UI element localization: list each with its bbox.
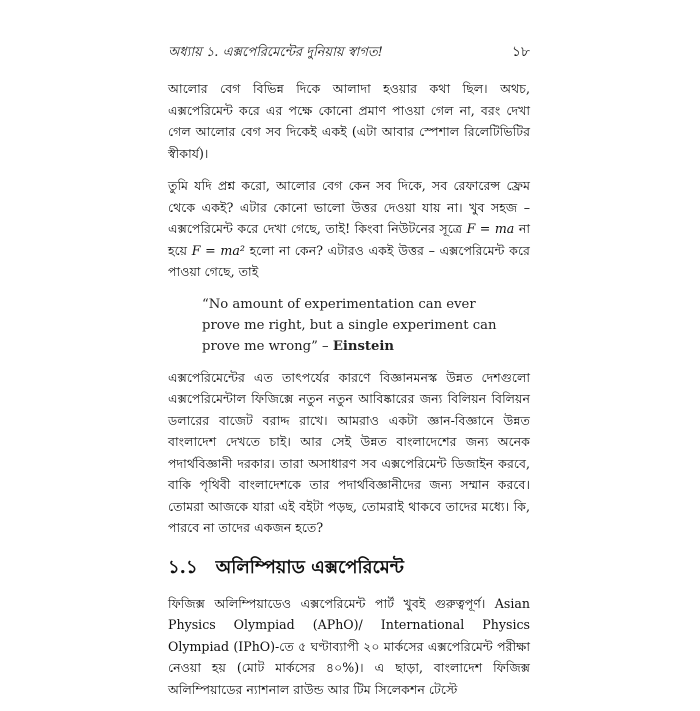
paragraph-2 [168, 175, 530, 283]
paragraph-1-text: আলোর বেগ বিভিন্ন দিকে আলাদা হওয়ার কথা ছিল। অথচ, এক্সপেরিমেন্ট করে এর পক্ষে কোনো প্রমাণ পাওয়া গেল না, বরং দেখা গেল আলোর বেগ সব দিকেই একই (এটা আবার স্পেশাল রিলেটিভিটির স্বীকার্য)। [168, 81, 530, 161]
einstein-quote [202, 294, 502, 357]
quote-text: “No amount of experimentation can ever prove me right, but a single experiment can prove me wrong” – [202, 296, 497, 354]
paragraph-2-part2: না হয়ে [168, 221, 530, 258]
paragraph-4 [168, 593, 530, 701]
paragraph-4-text: ফিজিক্স অলিম্পিয়াডেও এক্সপেরিমেন্ট পার্ট খুবই গুরুত্বপূর্ণ। Asian Physics Olympiad (APhO)/ International Physics Olympiad (IPhO)-তে ৫ ঘণ্টাব্যাপী ২০ মার্কসের এক্সপেরিমেন্ট পরীক্ষা নেওয়া হয় (মোট মার্কসের ৪০%)। এ ছাড়া, বাংলাদেশ ফিজিক্স অলিম্পিয়াডের ন্যাশনাল রাউন্ড আর টিম সিলেকশন টেস্টে [168, 595, 530, 697]
paragraph-2-text [168, 175, 530, 283]
section-number: ১.১ [168, 556, 198, 578]
page-number: ১৮ [511, 44, 530, 60]
quote-author: Einstein [332, 338, 394, 354]
paragraph-1 [168, 78, 530, 164]
page-body [168, 78, 530, 711]
chapter-title: অধ্যায় ১. এক্সপেরিমেন্টের দুনিয়ায় স্বাগত! [168, 45, 383, 60]
section-heading [168, 555, 530, 581]
paragraph-2-part3: হলো না কেন? এটারও একই উত্তর – এক্সপেরিমেন্ট করে পাওয়া গেছে, তাই [168, 242, 530, 279]
paragraph-3-text: এক্সপেরিমেন্টের এত তাৎপর্যের কারণে বিজ্ঞানমনস্ক উন্নত দেশগুলো এক্সপেরিমেন্টাল ফিজিক্সে নতুন নতুন আবিষ্কারের জন্য বিলিয়ন বিলিয়ন ডলারের বাজেট বরাদ্দ রাখে। আমরাও একটা জ্ঞান-বিজ্ঞানে উন্নত বাংলাদেশ দেখতে চাই। আর সেই উন্নত বাংলাদেশের জন্য অনেক পদার্থবিজ্ঞানী দরকার। তারা অসাধারণ সব এক্সপেরিমেন্ট ডিজাইন করবে, বাকি পৃথিবী বাংলাদেশকে তার পদার্থবিজ্ঞানীদের জন্য সম্মান করবে। তোমরা আজকে যারা এই বইটা পড়ছ, তোমরাই থাকবে তাদের মধ্যে। কি, পারবে না তাদের একজন হতে? [168, 369, 530, 535]
section-title: অলিম্পিয়াড এক্সপেরিমেন্ট [215, 556, 404, 578]
paragraph-2-part1: তুমি যদি প্রশ্ন করো, আলোর বেগ কেন সব দিকে, সব রেফারেন্স ফ্রেম থেকে একই? এটার কোনো ভালো উত্তর দেওয়া যায় না। খুব সহজ – এক্সপেরিমেন্ট করে দেখা গেছে, তাই! কিংবা নিউটনের সূত্রে [168, 178, 530, 236]
equation-f-ma-squared: F = ma² [191, 242, 245, 258]
running-header [168, 40, 530, 62]
equation-f-ma: F = ma [466, 221, 515, 236]
paragraph-3 [168, 367, 530, 539]
